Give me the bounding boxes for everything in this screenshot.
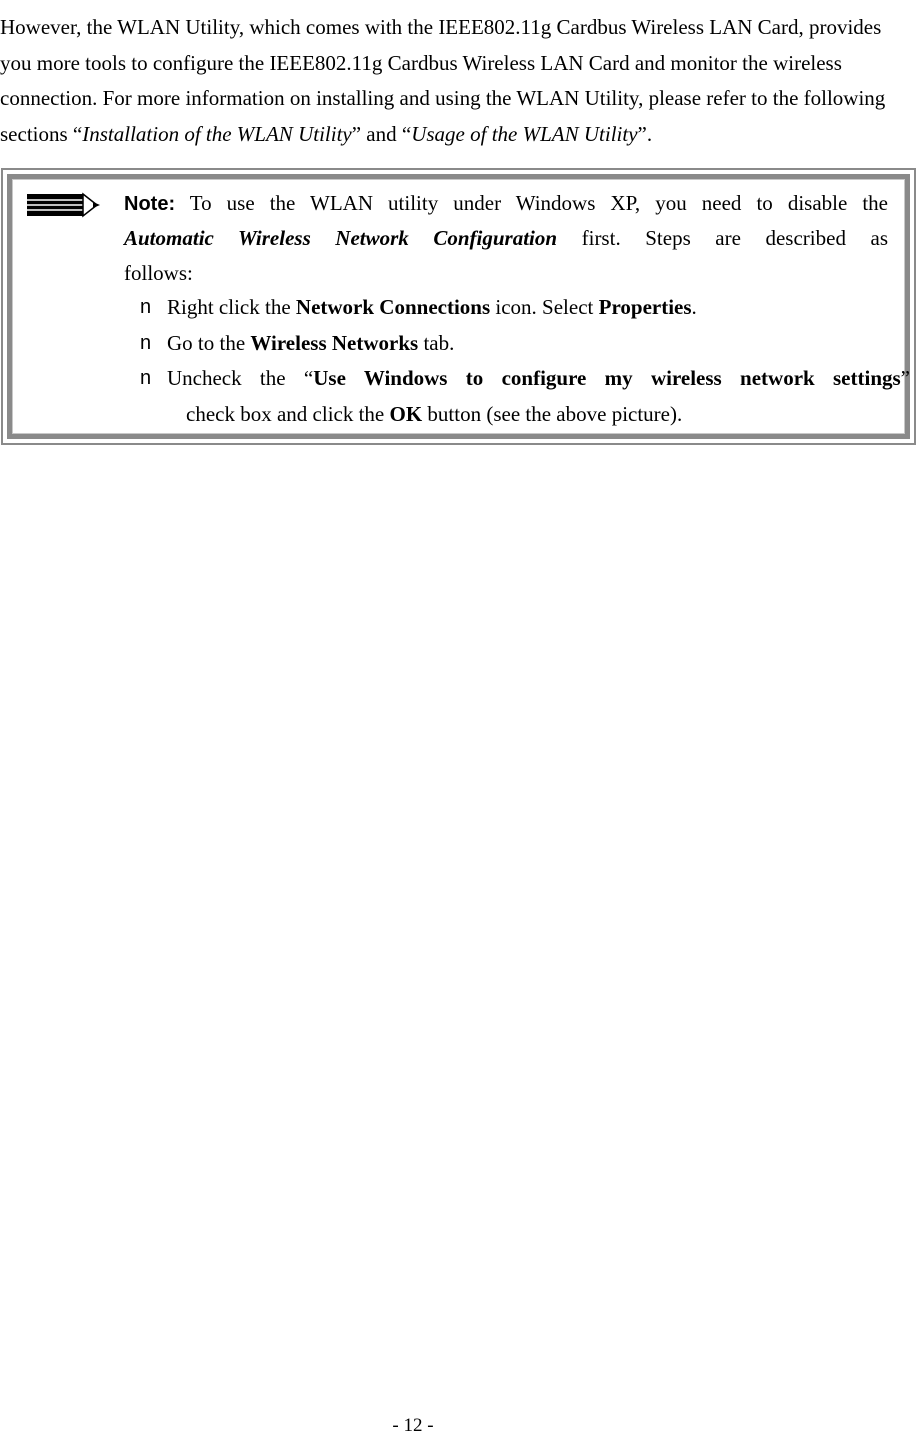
intro-text-3: ”.: [637, 121, 653, 146]
use-windows-setting-label: Use Windows to configure my wireless network settings: [313, 366, 901, 390]
bullet-mark: n: [140, 331, 152, 354]
bullet-mark: n: [140, 296, 152, 318]
note-setting-name: Automatic Wireless Network Configuration: [124, 226, 558, 250]
note-line1-text: To use the WLAN utility under Windows XP, you need to disable the: [175, 191, 888, 215]
step-3-line-2: check box and click the OK button (see the above picture).: [186, 401, 683, 426]
network-connections-label: Network Connections: [295, 295, 491, 319]
bullet-mark: n: [140, 367, 152, 389]
note-line2-text: first. Steps are described as: [557, 226, 888, 250]
note-label: Note:: [124, 193, 176, 215]
wireless-networks-label: Wireless Networks: [250, 330, 419, 355]
step-3-line-1: Uncheck the “Use Windows to configure my wireless network settings”: [167, 366, 910, 390]
page-number: - 12 -: [392, 1415, 434, 1436]
ok-label: OK: [389, 401, 423, 426]
properties-label: Properties: [598, 295, 692, 319]
intro-section-ref-2: Usage of the WLAN Utility: [411, 121, 638, 146]
pencil-icon: [27, 192, 103, 218]
list-item: n Go to the Wireless Networks tab.: [140, 326, 910, 362]
list-item: [140, 361, 910, 432]
list-item: n Right click the Network Connections icon. Select Properties.: [140, 290, 910, 326]
intro-text-2: ” and “: [351, 121, 412, 146]
note-continued: [124, 221, 888, 291]
steps-list: [140, 290, 910, 432]
note-line-2: [124, 221, 888, 256]
intro-paragraph: [0, 10, 905, 152]
note-first-line: [124, 186, 888, 222]
intro-text-1: However, the WLAN Utility, which comes with the IEEE802.11g Cardbus Wireless LAN Card, provides you more tools to configure the IEEE802.11g Cardbus Wireless LAN Card and monitor the wireless connection. For more information on installing and using the WLAN Utility, please refer to the following sections “: [0, 15, 886, 146]
intro-section-ref-1: Installation of the WLAN Utility: [82, 121, 352, 146]
note-line-3: follows:: [124, 261, 193, 285]
